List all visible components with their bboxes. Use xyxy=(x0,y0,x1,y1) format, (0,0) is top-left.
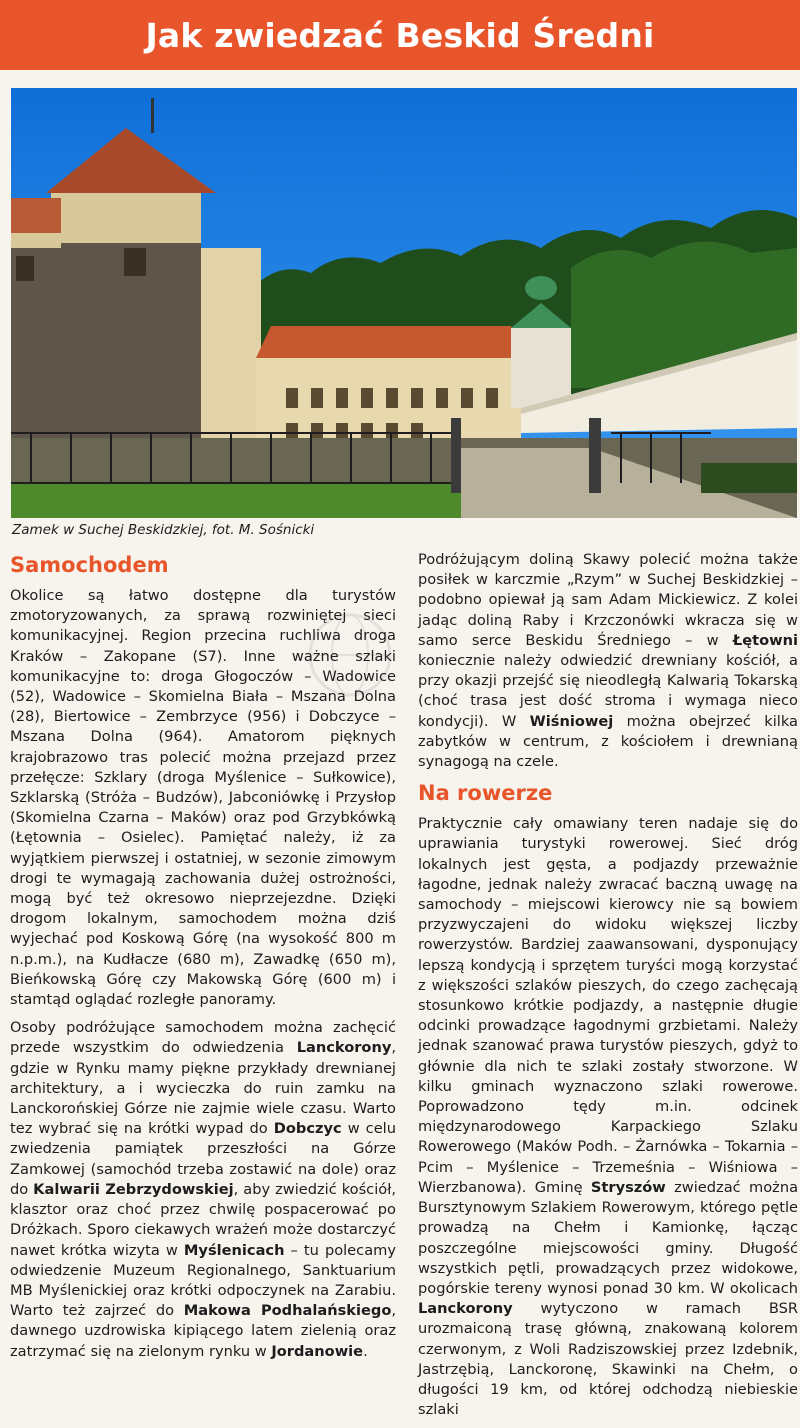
castle-photo xyxy=(11,88,797,518)
paragraph: Praktycznie cały omawiany teren nadaje się do uprawiania turystyki rowerowej. Sieć dróg lokalnych jest gęsta, a podjazdy przeważnie łagodne, jednak należy zwracać baczną uwagę na samochody – miejscowi kierowcy nie są bowiem przyzwyczajeni do widoku większej liczby rowerzystów. Bardziej zaawansowani, dysponujący lepszą kondycją i sprzętem turyści mogą korzystać z większości szlaków pieszych, do czego zachęcają stosunkowo krótkie podjazdy, a następnie długie odcinki prowadzące łagodnymi grzbietami. Należy jednak szanować prawa turystów pieszych, gdyż to głównie dla nich te szlaki zostały stworzone. W kilku gminach wyznaczono szlaki rowerowe. Poprowadzono tędy m.in. odcinek międzynarodowego Karpackiego Szlaku Rowerowego (Maków Podh. – Żarnówka – Tokarnia – Pcim – Myślenice – Trzemeśnia – Wiśniowa – Wierzbanowa). Gminę Stryszów zwiedzać można Bursztynowym Szlakiem Rowerowym, którego pętle prowadzą na Chełm i Kamionkę, łącząc poszczególne miejscowości gminy. Długość wszystkich pętli, prowadzących przez widokowe, pogórskie tereny wynosi ponad 30 km. W okolicach Lanckorony wytyczono w ramach BSR urozmaiconą trasę główną, znakowaną kolorem czerwonym, z Woli Radziszowskiej przez Izdebnik, Jastrzębią, Lanckoronę, Skawinki na Chełm, o długości 19 km, od której odchodzą niebieskie szlaki xyxy=(418,815,799,1419)
page-header xyxy=(0,0,800,70)
left-column xyxy=(10,548,396,1370)
right-column xyxy=(418,550,798,1428)
section-heading-samochodem: Samochodem xyxy=(10,553,169,577)
paragraph: Podróżującym doliną Skawy polecić można także posiłek w karczmie „Rzym” w Suchej Beskidzkiej – podobno opiewał ją sam Adam Mickiewicz. Z kolei jadąc doliną Raby i Krzczonówki wkracza się w samo serce Beskidu Średniego – w Łętowni koniecznie należy odwiedzić drewniany kościół, a przy okazji przejść się nieodległą Kalwarią Tokarską (choć trasa jest dość stroma i wymaga nieco kondycji). W Wiśniowej można obejrzeć kilka zabytków w centrum, z kościołem i drewnianą synagogą na czele. xyxy=(418,551,798,771)
paragraph: Okolice są łatwo dostępne dla turystów zmotoryzowanych, za sprawą rozwiniętej sieci komunikacyjnej. Region przecina ruchliwa droga Kraków – Zakopane (S7). Inne ważne szlaki komunikacyjne to: droga Głogoczów – Wadowice (52), Wadowice – Skomielna Biała – Mszana Dolna (28), Biertowice – Zembrzyce (956) i Dobczyce – Mszana Dolna (964). Amatorom pięknych krajobrazowo tras polecić można przejazd przez przełęcze: Szklary (droga Myślenice – Sułkowice), Szklarską (Stróża – Budzów), Jabconiówkę i Przysłop (Skomielna Czarna – Maków) oraz pod Grzybkówką (Łętownia – Osielec). Pamiętać należy, iż za wyjątkiem pierwszej i ostatniej, w sezonie zimowym drogi te wymagają zachowania dużej ostrożności, mogą być też okresowo nieprzejezdne. Dzięki drogom lokalnym, samochodem można dziś wyjechać pod Koskową Górę (na wysokość 800 m n.p.m.), na Kudłacze (680 m), Zawadkę (650 m), Bieńkowską Górę czy Makowską Górę (600 m) i stamtąd oglądać rozległe panoramy. xyxy=(10,587,396,1009)
photo-caption: Zamek w Suchej Beskidzkiej, fot. M. Sośnicki xyxy=(12,522,315,538)
paragraph: Osoby podróżujące samochodem można zachęcić przede wszystkim do odwiedzenia Lanckorony, gdzie w Rynku mamy piękne przykłady drewnianej architektury, a i wycieczka do ruin zamku na Lanckorońskiej Górze nie zajmie wiele czasu. Warto tez wybrać się na krótki wypad do Dobczyc w celu zwiedzenia pamiątek przeszłości na Górze Zamkowej (samochód trzeba zostawić na dole) oraz do Kalwarii Zebrzydowskiej, aby zwiedzić kościół, klasztor oraz choć przez chwilę pospacerować po Dróżkach. Sporo ciekawych wrażeń może dostarczyć nawet krótka wizyta w Myślenicach – tu polecamy odwiedzenie Muzeum Regionalnego, Sanktuarium MB Myślenickiej oraz krótki odpoczynek na Zarabiu. Warto też zajrzeć do Makowa Podhalańskiego, dawnego uzdrowiska kipiącego latem zielenią oraz zatrzymać się na zielonym rynku w Jordanowie. xyxy=(10,1019,396,1360)
section-heading-na-rowerze: Na rowerze xyxy=(418,781,553,806)
page-title: Jak zwiedzać Beskid Średni xyxy=(145,15,655,55)
